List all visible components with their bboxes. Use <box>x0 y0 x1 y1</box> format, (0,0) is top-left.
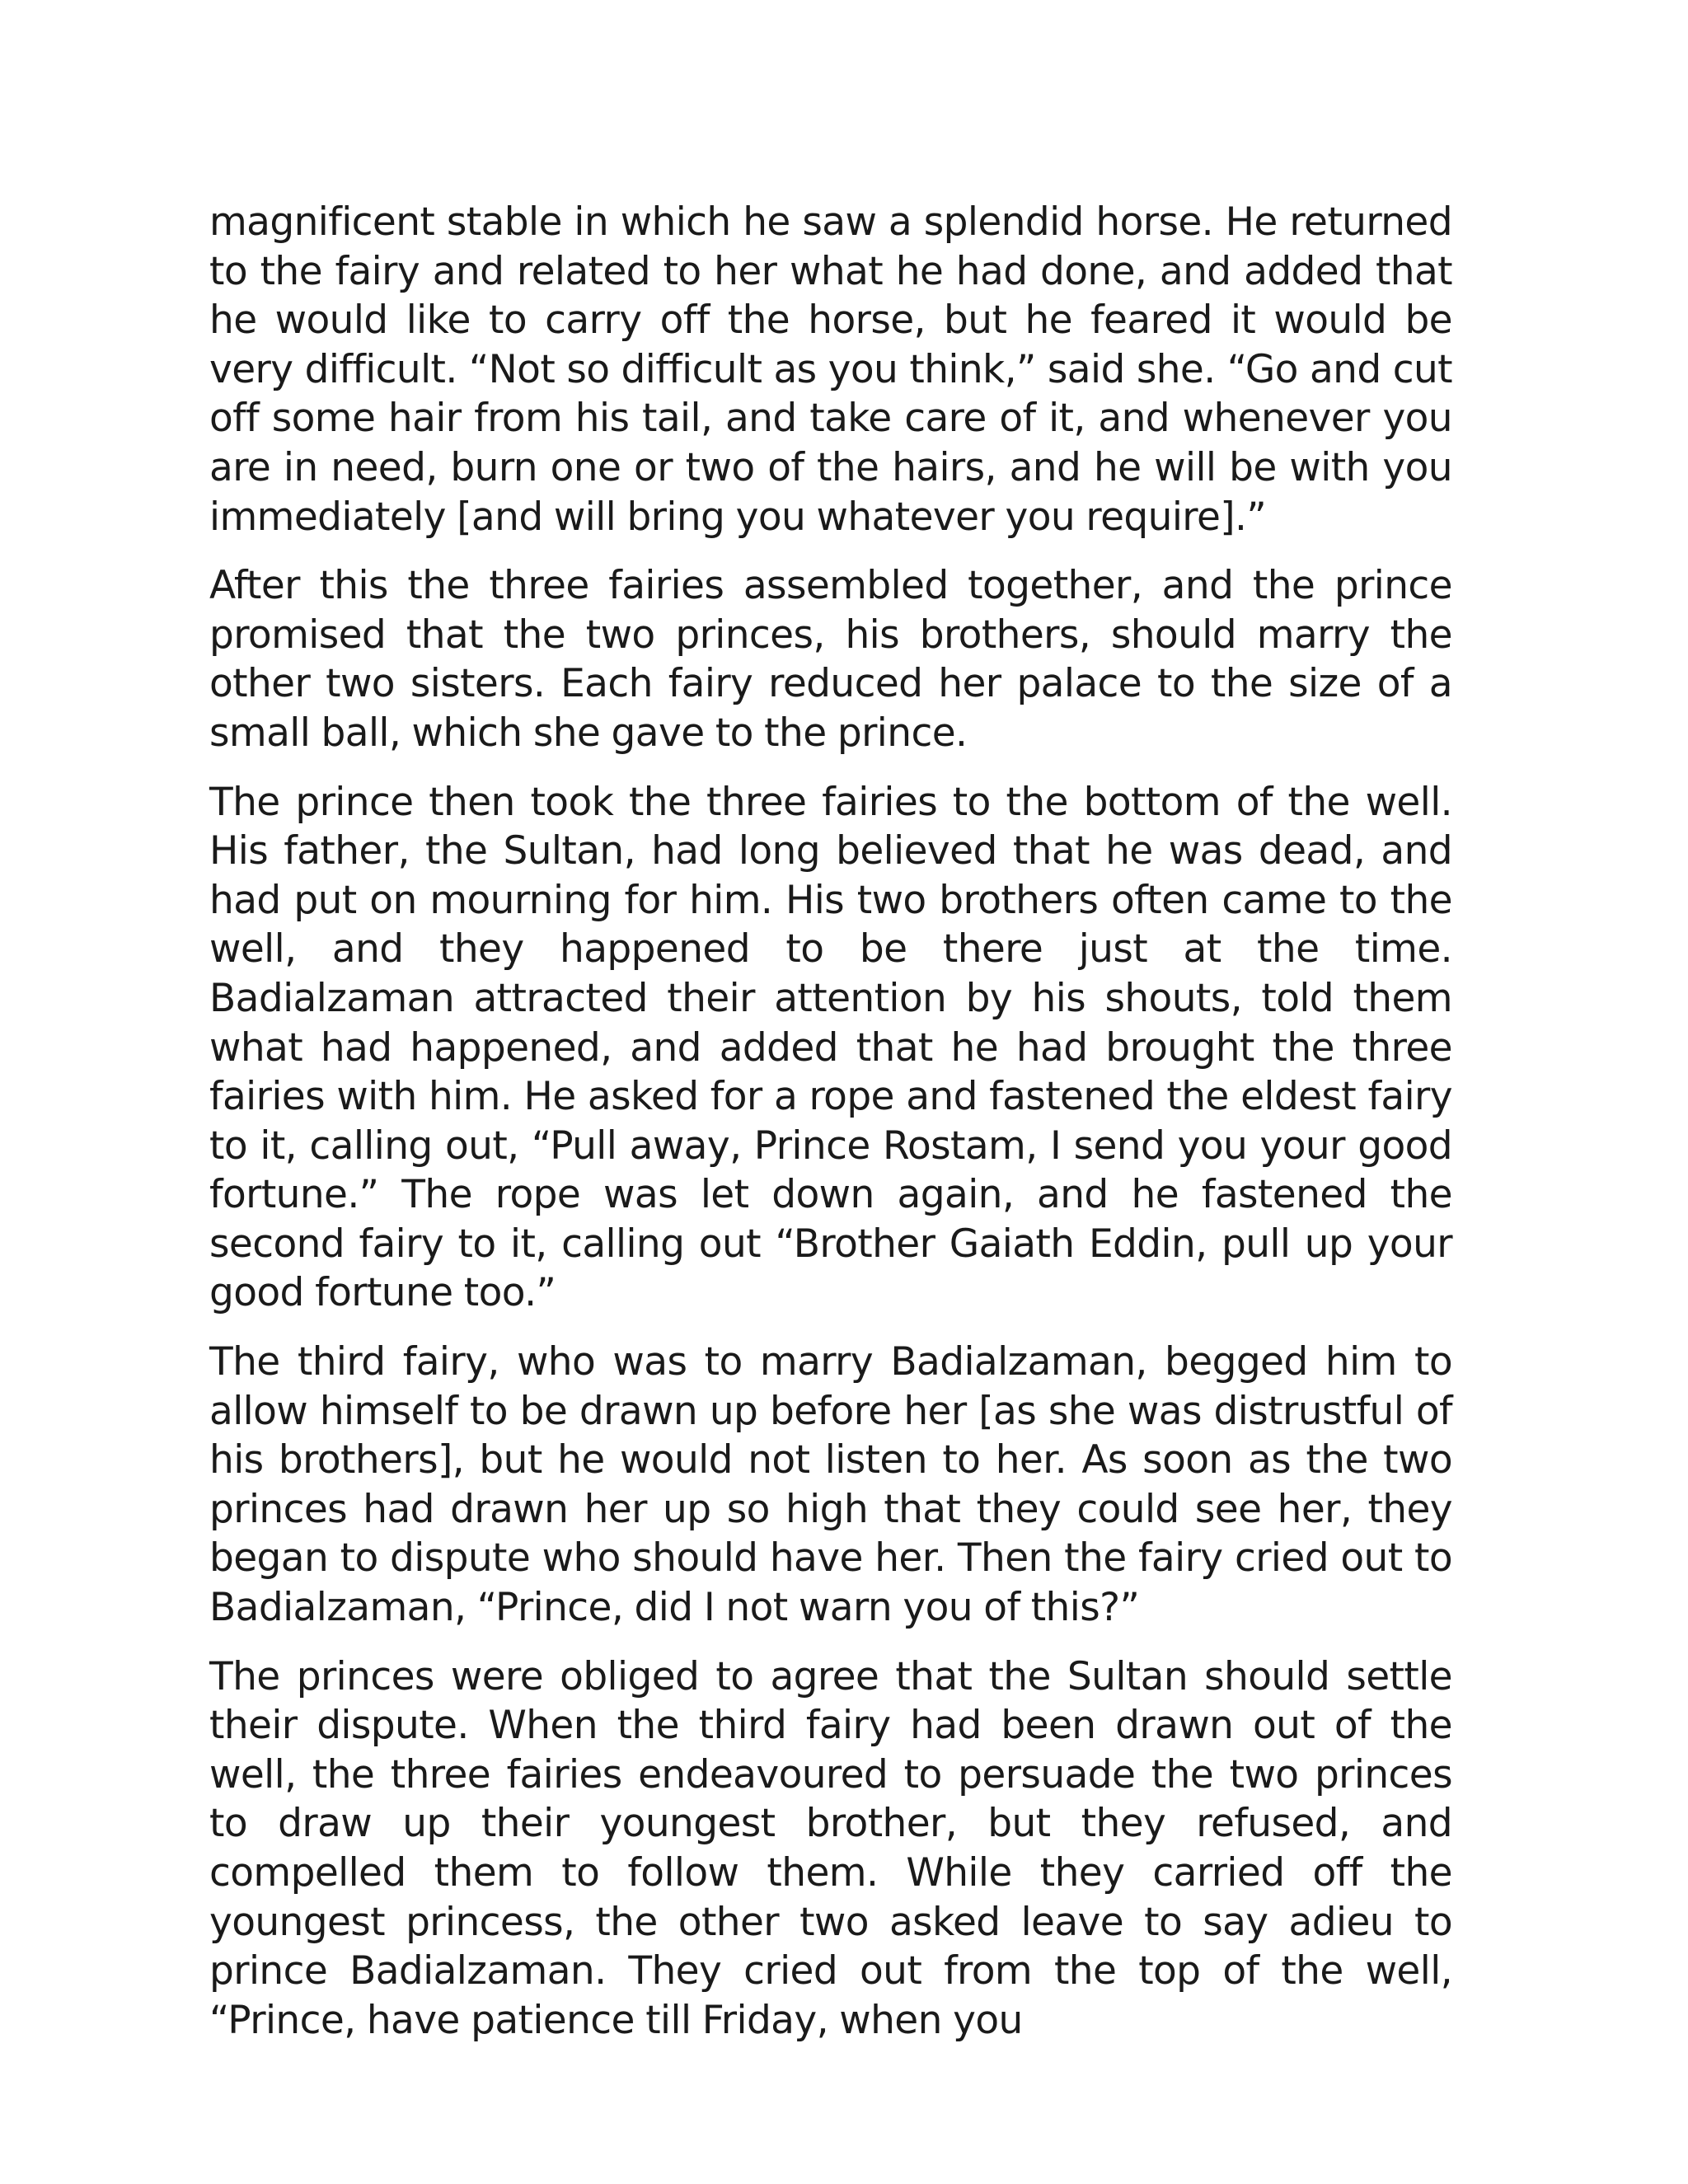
paragraph: The third fairy, who was to marry Badialzaman, begged him to allow himself to be drawn up before her [as she was distrustful of his brothers], but he would not listen to her. As soon as the two princes had drawn her up so high that they could see her, they began to dispute who should have her. Then the fairy cried out to Badialzaman, “Prince, did I not warn you of this?” <box>209 1339 1452 1631</box>
body-text <box>209 198 1452 2064</box>
paragraph: The princes were obliged to agree that the Sultan should settle their dispute. When the third fairy had been drawn out of the well, the three fairies endeavoured to persuade the two princes to draw up their youngest brother, but they refused, and compelled them to follow them. While they carried off the youngest princess, the other two asked leave to say adieu to prince Badialzaman. They cried out from the top of the well, “Prince, have patience till Friday, when you <box>209 1653 1452 2043</box>
paragraph: The prince then took the three fairies to the bottom of the well. His father, the Sultan, had long believed that he was dead, and had put on mourning for him. His two brothers often came to the well, and they happened to be there just at the time. Badialzaman attracted their attention by his shouts, told them what had happened, and added that he had brought the three fairies with him. He asked for a rope and fastened the eldest fairy to it, calling out, “Pull away, Prince Rostam, I send you your good fortune.” The rope was let down again, and he fastened the second fairy to it, calling out “Brother Gaiath Eddin, pull up your good fortune too.” <box>209 779 1452 1316</box>
paragraph: magnificent stable in which he saw a splendid horse. He returned to the fairy and related to her what he had done, and added that he would like to carry off the horse, but he feared it would be very difficult. “Not so difficult as you think,” said she. “Go and cut off some hair from his tail, and take care of it, and whenever you are in need, burn one or two of the hairs, and he will be with you immediately [and will bring you whatever you require].” <box>209 199 1452 540</box>
paragraph: After this the three fairies assembled together, and the prince promised that the two princes, his brothers, should marry the other two sisters. Each fairy reduced her palace to the size of a small ball, which she gave to the prince. <box>209 563 1452 756</box>
